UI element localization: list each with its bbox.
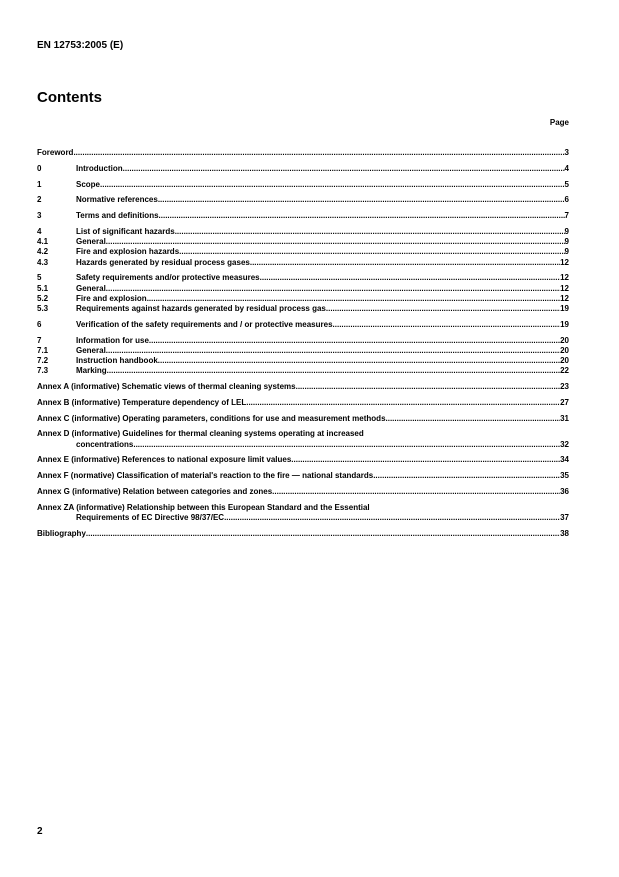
toc-entry-page: 12 — [560, 283, 569, 293]
toc-entry-number: 5.1 — [37, 283, 49, 293]
dot-leader — [123, 164, 565, 174]
toc-entry-title-continued: Requirements of EC Directive 98/37/EC — [76, 512, 225, 522]
toc-entry-page: 20 — [560, 335, 569, 345]
toc-entry[interactable] — [37, 237, 569, 247]
toc-entry-title: Annex D (informative) Guidelines for thermal cleaning systems operating at increased — [37, 429, 364, 439]
toc-entry[interactable] — [37, 320, 569, 330]
toc-entry-title: General — [76, 345, 106, 355]
toc-entry-number: 4.3 — [37, 257, 49, 267]
dot-leader — [250, 258, 560, 268]
toc-entry-title: Instruction handbook — [76, 356, 158, 365]
toc-entry-page: 9 — [564, 237, 569, 247]
toc-entry-page: 34 — [560, 455, 569, 465]
toc-entry-page: 36 — [560, 486, 569, 496]
toc-entry-page: 3 — [564, 148, 569, 157]
toc-entry-title: Annex ZA (informative) Relationship between this European Standard and the Essential — [37, 502, 370, 512]
toc-entry-title: Annex A (informative) Schematic views of thermal cleaning systems — [37, 382, 296, 391]
dot-leader — [147, 294, 560, 304]
toc-entry-title: Verification of the safety requirements and / or protective measures — [76, 319, 333, 329]
dot-leader — [291, 455, 560, 465]
toc-entry[interactable] — [37, 195, 569, 205]
toc-entry-page: 4 — [564, 163, 569, 173]
toc-entry-title: Annex C (informative) Operating parameters, conditions for use and measurement methods — [37, 413, 386, 423]
toc-entry-page: 12 — [560, 293, 569, 303]
dot-leader — [73, 148, 564, 158]
toc-entry-title: Bibliography — [37, 528, 86, 538]
dot-leader — [149, 336, 560, 346]
toc-entry-title: Foreword — [37, 148, 74, 157]
toc-entry[interactable] — [37, 346, 569, 356]
toc-entry-title: Fire and explosion hazards — [76, 247, 180, 257]
toc-entry[interactable] — [37, 148, 569, 158]
page-title: Contents — [37, 89, 102, 106]
toc-entry[interactable] — [37, 294, 569, 304]
toc-entry-title: Annex F (normative) Classification of material's reaction to the fire — national standards — [37, 471, 374, 481]
dot-leader — [333, 320, 561, 330]
toc-entry-number: 4.1 — [37, 237, 49, 247]
toc-entry-title: Normative references — [76, 195, 158, 205]
toc-entry-number: 5.3 — [37, 304, 49, 313]
toc-entry-page: 23 — [560, 382, 569, 391]
toc-entry-number: 7 — [37, 335, 42, 345]
toc-entry-number: 2 — [37, 195, 42, 205]
toc-entry-title: Safety requirements and/or protective measures — [76, 273, 260, 283]
toc-entry[interactable] — [37, 284, 569, 294]
toc-entry-title: Information for use — [76, 335, 149, 345]
toc-entry-title: List of significant hazards — [76, 226, 175, 236]
table-of-contents — [37, 148, 569, 539]
toc-entry-number: 7.3 — [37, 366, 49, 376]
toc-entry[interactable] — [37, 273, 569, 283]
toc-entry-page: 9 — [564, 226, 569, 236]
dot-leader — [224, 513, 560, 523]
toc-entry-title: Requirements against hazards generated by residual process gas — [76, 304, 326, 313]
toc-entry-page: 7 — [564, 211, 569, 221]
toc-annex-entry[interactable] — [37, 382, 569, 392]
toc-annex-entry[interactable] — [37, 429, 569, 449]
toc-entry[interactable] — [37, 211, 569, 221]
toc-entry-number: 1 — [37, 179, 42, 189]
toc-entry-page: 20 — [560, 356, 569, 365]
dot-leader — [326, 304, 560, 314]
dot-leader — [86, 529, 560, 539]
toc-entry-page: 9 — [564, 247, 569, 257]
toc-entry-page: 31 — [560, 413, 569, 423]
toc-entry-title: Annex E (informative) References to national exposure limit values — [37, 455, 292, 465]
dot-leader — [246, 398, 560, 408]
toc-entry-page: 5 — [564, 179, 569, 189]
toc-entry-title: General — [76, 283, 106, 293]
toc-entry-number: 0 — [37, 163, 42, 173]
toc-entry-title: Scope — [76, 179, 101, 189]
dot-leader — [133, 440, 560, 450]
toc-annex-entry[interactable] — [37, 455, 569, 465]
toc-entry-number: 4.2 — [37, 247, 49, 257]
dot-leader — [179, 247, 564, 257]
toc-entry[interactable] — [37, 336, 569, 346]
toc-entry[interactable] — [37, 227, 569, 237]
toc-entry-title: General — [76, 237, 106, 247]
toc-entry-page: 22 — [560, 366, 569, 376]
toc-entry-number: 5.2 — [37, 293, 49, 303]
dot-leader — [106, 346, 560, 356]
toc-entry[interactable] — [37, 366, 569, 376]
dot-leader — [260, 273, 560, 283]
dot-leader — [296, 382, 560, 392]
page-number: 2 — [37, 826, 43, 837]
toc-annex-entry[interactable] — [37, 487, 569, 497]
toc-entry-title: Fire and explosion — [76, 293, 147, 303]
toc-entry-number: 7.1 — [37, 345, 49, 355]
toc-entry[interactable] — [37, 247, 569, 257]
toc-entry-page: 37 — [560, 512, 569, 522]
dot-leader — [159, 211, 565, 221]
toc-entry-page: 12 — [560, 257, 569, 267]
toc-entry-page: 38 — [560, 528, 569, 538]
dot-leader — [100, 180, 565, 190]
toc-annex-entry[interactable] — [37, 414, 569, 424]
dot-leader — [158, 195, 565, 205]
toc-entry-title: Hazards generated by residual process gases — [76, 257, 250, 267]
toc-annex-entry[interactable] — [37, 398, 569, 408]
toc-annex-entry[interactable] — [37, 471, 569, 481]
dot-leader — [373, 471, 560, 481]
toc-entry-number: 7.2 — [37, 356, 49, 365]
document-id: EN 12753:2005 (E) — [37, 40, 124, 51]
toc-entry-page: 19 — [560, 319, 569, 329]
dot-leader — [107, 366, 560, 376]
dot-leader — [106, 237, 565, 247]
toc-entry-page: 35 — [560, 471, 569, 481]
toc-entry-number: 5 — [37, 273, 42, 283]
toc-entry-page: 12 — [560, 273, 569, 283]
page-column-label: Page — [549, 118, 569, 127]
toc-entry-title-continued: concentrations — [76, 439, 134, 449]
toc-entry[interactable] — [37, 258, 569, 268]
toc-entry-title: Introduction — [76, 163, 123, 173]
toc-entry-page: 27 — [560, 397, 569, 407]
toc-entry-title: Annex G (informative) Relation between categories and zones — [37, 486, 273, 496]
toc-entry-title: Marking — [76, 366, 107, 376]
toc-entry[interactable] — [37, 304, 569, 314]
toc-entry-page: 20 — [560, 345, 569, 355]
toc-entry-page: 19 — [560, 304, 569, 313]
toc-entry-title: Terms and definitions — [76, 211, 159, 221]
toc-entry-title: Annex B (informative) Temperature dependency of LEL — [37, 397, 247, 407]
dot-leader — [272, 487, 560, 497]
toc-entry[interactable] — [37, 164, 569, 174]
dot-leader — [106, 284, 560, 294]
dot-leader — [386, 414, 561, 424]
toc-entry-number: 3 — [37, 211, 42, 221]
toc-entry[interactable] — [37, 180, 569, 190]
toc-entry[interactable] — [37, 356, 569, 366]
toc-entry-page: 6 — [564, 195, 569, 205]
dot-leader — [175, 227, 565, 237]
dot-leader — [158, 356, 560, 366]
toc-entry-number: 4 — [37, 226, 42, 236]
toc-entry-page: 32 — [560, 439, 569, 449]
toc-entry-number: 6 — [37, 319, 42, 329]
toc-annex-entry[interactable] — [37, 503, 569, 523]
toc-annex-entry[interactable] — [37, 529, 569, 539]
